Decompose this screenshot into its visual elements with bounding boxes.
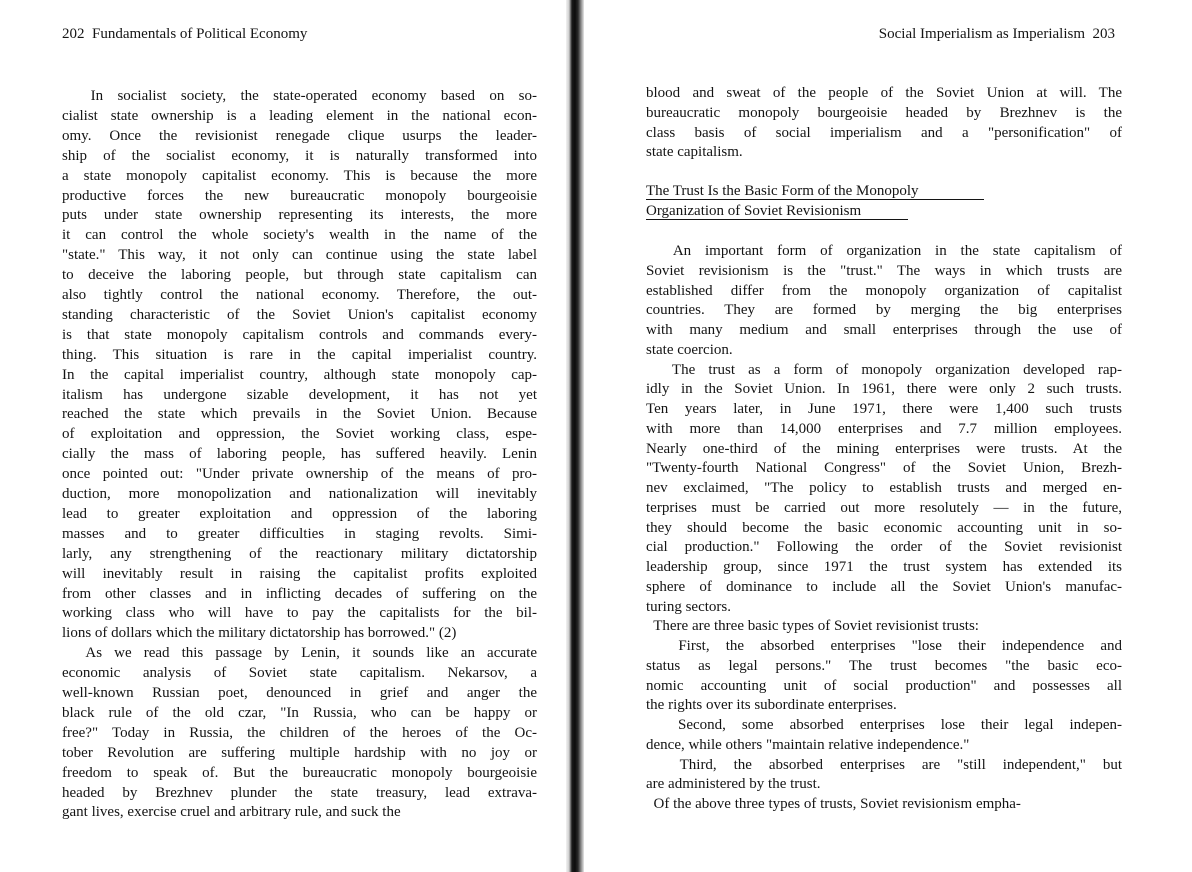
text-line: a state monopoly capitalist economy. This is because the more xyxy=(62,167,537,184)
text-line: class basis of social imperialism and a "personification" of xyxy=(646,124,1122,141)
text-line: are administered by the trust. xyxy=(646,776,821,793)
text-line: thing. This situation is rare in the capital imperialist country. xyxy=(62,346,537,363)
text-line: There are three basic types of Soviet revisionist trusts: xyxy=(646,618,979,635)
text-line: cial production." Following the order of the Soviet revisionist xyxy=(646,539,1122,556)
text-line: omy. Once the revisionist renegade clique usurps the leader- xyxy=(62,127,537,144)
left-page-header: 202 Fundamentals of Political Economy xyxy=(62,26,308,42)
book-spine xyxy=(566,0,584,872)
text-line: countries. They are formed by merging the big enterprises xyxy=(646,302,1122,319)
text-line: free?" Today in Russia, the children of the heroes of the Oc- xyxy=(62,724,537,741)
text-line: puts under state ownership representing its interests, the more xyxy=(62,207,537,224)
text-line: First, the absorbed enterprises "lose their independence and xyxy=(646,638,1122,654)
text-line: An important form of organization in the state capitalism of xyxy=(646,243,1122,259)
text-line: cialist state ownership is a leading element in the national econ- xyxy=(62,107,537,124)
text-line: Second, some absorbed enterprises lose their legal indepen- xyxy=(646,717,1122,733)
text-line: gant lives, exercise cruel and arbitrary rule, and suck the xyxy=(62,804,401,821)
text-line: Soviet revisionism is the "trust." The ways in which trusts are xyxy=(646,262,1122,279)
text-line: Nearly one-third of the mining enterprises were trusts. At the xyxy=(646,440,1122,457)
text-line: The trust as a form of monopoly organization developed rap- xyxy=(646,361,1122,378)
text-line: ship of the socialist economy, it is naturally transformed into xyxy=(62,147,537,164)
text-line: standing characteristic of the Soviet Union's capitalist economy xyxy=(62,306,537,323)
right-page xyxy=(584,0,1192,872)
text-line: As we read this passage by Lenin, it sounds like an accurate xyxy=(62,645,537,662)
right-page-header: Social Imperialism as Imperialism 203 xyxy=(878,26,1115,42)
text-line: economic analysis of Soviet state capitalism. Nekarsov, a xyxy=(62,665,537,682)
text-line: status as legal persons." The trust becomes "the basic eco- xyxy=(646,657,1122,674)
text-line: state capitalism. xyxy=(646,144,743,161)
text-line: they should become the basic economic accounting unit in so- xyxy=(646,519,1122,536)
text-line: will inevitably result in raising the capitalist profits exploited xyxy=(62,565,537,582)
text-line: well-known Russian poet, denounced in grief and anger the xyxy=(62,685,537,701)
text-line: bureaucratic monopoly bourgeoisie headed by Brezhnev is the xyxy=(646,104,1122,121)
text-line: Of the above three types of trusts, Soviet revisionism empha- xyxy=(646,796,1021,812)
text-line: tober Revolution are suffering multiple hardship with no joy or xyxy=(62,744,537,761)
left-page xyxy=(0,0,566,872)
heading-underline xyxy=(646,199,984,200)
text-line: Third, the absorbed enterprises are "still independent," but xyxy=(646,756,1122,773)
text-line: working class who will have to pay the capitalists for the bil- xyxy=(62,605,537,622)
text-line: blood and sweat of the people of the Soviet Union at will. The xyxy=(646,85,1122,101)
text-line: larly, any strengthening of the reactionary military dictatorship xyxy=(62,545,537,562)
text-line: to deceive the laboring people, but through state capitalism can xyxy=(62,267,537,284)
text-line: turing sectors. xyxy=(646,598,731,615)
section-heading-line: Organization of Soviet Revisionism xyxy=(646,203,862,219)
text-line: with more than 14,000 enterprises and 7.7 million employees. xyxy=(646,420,1122,437)
section-heading-line: The Trust Is the Basic Form of the Monopoly xyxy=(646,183,919,199)
text-line: productive forces the new bureaucratic monopoly bourgeoisie xyxy=(62,187,537,204)
text-line: with many medium and small enterprises through the use of xyxy=(646,322,1122,338)
text-line: duction, more monopolization and nationalization will inevitably xyxy=(62,486,537,502)
text-line: lead to greater exploitation and oppression of the laboring xyxy=(62,505,537,522)
text-line: masses and to greater difficulties in staging revolts. Simi- xyxy=(62,525,537,542)
text-line: once pointed out: "Under private ownership of the means of pro- xyxy=(62,466,537,483)
text-line: established differ from the monopoly organization of capitalist xyxy=(646,282,1122,299)
text-line: italism has undergone sizable development, it has not yet xyxy=(62,386,537,403)
text-line: dence, while others "maintain relative independence." xyxy=(646,736,970,753)
text-line: it can control the whole society's wealth in the name of the xyxy=(62,227,537,244)
text-line: black rule of the old czar, "In Russia, who can be happy or xyxy=(62,704,537,721)
text-line: reached the state which prevails in the Soviet Union. Because xyxy=(62,406,537,423)
text-line: freedom to speak of. But the bureaucratic monopoly bourgeoisie xyxy=(62,764,537,781)
text-line: sphere of dominance to include all the Soviet Union's manufac- xyxy=(646,578,1122,595)
text-line: leadership group, since 1971 the trust system has extended its xyxy=(646,559,1122,575)
text-line: In socialist society, the state-operated economy based on so- xyxy=(62,88,537,104)
text-line: from other classes and in inflicting decades of suffering on the xyxy=(62,585,537,602)
text-line: also tightly control the national economy. Therefore, the out- xyxy=(62,287,537,303)
text-line: terprises must be carried out more resolutely — in the future, xyxy=(646,499,1122,516)
heading-underline xyxy=(646,219,908,220)
text-line: the rights over its subordinate enterprises. xyxy=(646,697,897,714)
text-line: idly in the Soviet Union. In 1961, there were only 2 such trusts. xyxy=(646,381,1122,398)
text-line: nomic accounting unit of social production" and possesses all xyxy=(646,677,1122,694)
text-line: "Twenty-fourth National Congress" of the Soviet Union, Brezh- xyxy=(646,460,1122,477)
text-line: state coercion. xyxy=(646,341,733,358)
text-line: In the capital imperialist country, although state monopoly cap- xyxy=(62,366,537,383)
text-line: nev exclaimed, "The policy to establish trusts and merged en- xyxy=(646,480,1122,496)
text-line: headed by Brezhnev plunder the state treasury, lead extrava- xyxy=(62,784,537,801)
text-line: "state." This way, it not only can continue using the state label xyxy=(62,247,537,264)
text-line: Ten years later, in June 1971, there were 1,400 such trusts xyxy=(646,401,1122,417)
text-line: is that state monopoly capitalism controls and commands every- xyxy=(62,326,537,343)
text-line: of exploitation and oppression, the Soviet working class, espe- xyxy=(62,426,537,443)
text-line: lions of dollars which the military dictatorship has borrowed." (2) xyxy=(62,625,457,642)
text-line: cially the mass of laboring people, has suffered heavily. Lenin xyxy=(62,446,537,463)
